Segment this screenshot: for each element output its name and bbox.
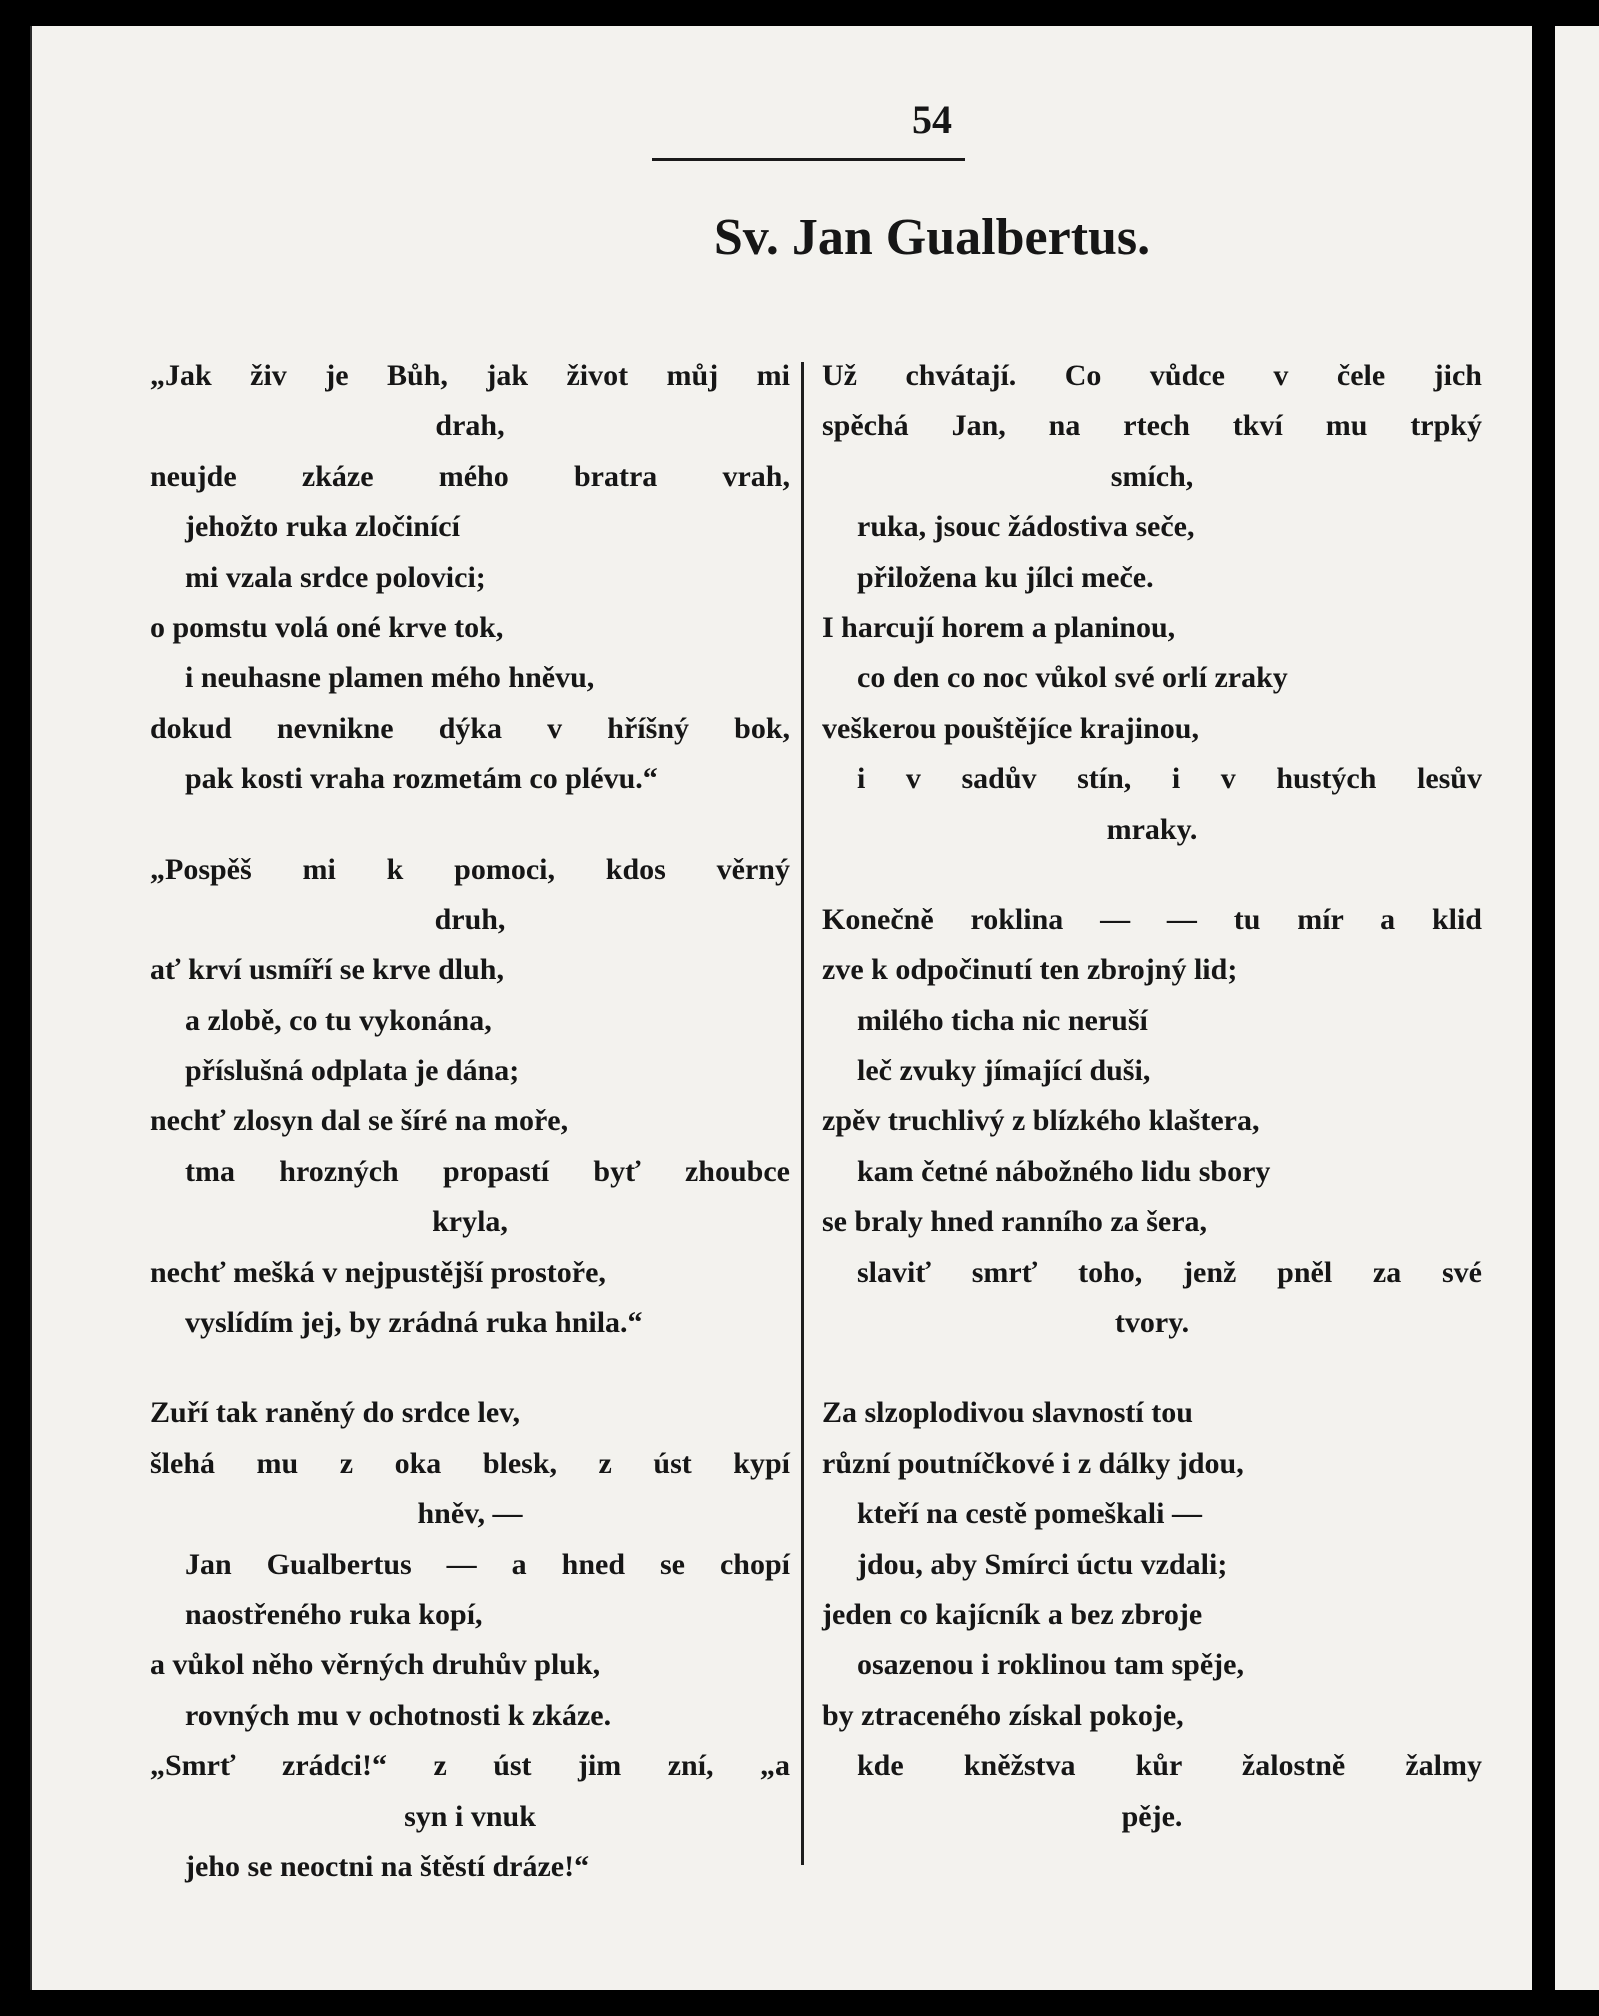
verse-line: nechť mešká v nejpustější prostoře, <box>150 1255 606 1289</box>
verse-line: mi vzala srdce polovici; <box>185 560 486 594</box>
page-number: 54 <box>912 97 952 142</box>
stanza <box>822 1388 1482 1842</box>
verse-line: příslušná odplata je dána; <box>185 1054 520 1088</box>
verse-line: druh, <box>434 902 506 936</box>
adjacent-page-edge <box>1555 26 1599 1990</box>
verse-line: by ztraceného získal pokoje, <box>822 1698 1184 1732</box>
verse-line: zve k odpočinutí ten zbrojný lid; <box>822 953 1238 987</box>
verse-line: kteří na cestě pomeškali — <box>857 1497 1202 1531</box>
verse-line: mraky. <box>1106 812 1198 846</box>
verse-line: syn i vnuk <box>404 1799 536 1833</box>
verse-line: jeho se neoctni na štěstí dráze!“ <box>185 1849 590 1883</box>
verse-line: I harcují horem a planinou, <box>822 610 1176 644</box>
verse-line: slaviť smrť toho, jenž pněl za své <box>857 1255 1482 1289</box>
verse-line: jehožto ruka zločinící <box>185 510 460 544</box>
verse-line: kde kněžstva kůr žalostně žalmy <box>857 1749 1482 1783</box>
verse-line: Jan Gualbertus — a hned se chopí <box>185 1547 790 1581</box>
verse-line: o pomstu volá oné krve tok, <box>150 610 504 644</box>
stanza <box>150 1388 790 1892</box>
verse-line: rovných mu v ochotnosti k zkáze. <box>185 1698 612 1732</box>
stanza <box>822 351 1482 855</box>
page-number-rule <box>652 158 965 161</box>
verse-line: i v sadův stín, i v hustých lesův <box>857 762 1482 796</box>
verse-line: nechť zlosyn dal se šíré na moře, <box>150 1104 569 1138</box>
verse-line: „Jak živ je Bůh, jak život můj mi <box>150 359 790 392</box>
stanza <box>150 351 790 805</box>
verse-line: hněv, — <box>417 1497 523 1531</box>
stanza <box>822 895 1482 1349</box>
left-column <box>150 351 790 1932</box>
verse-line: různí poutníčkové i z dálky jdou, <box>822 1446 1244 1480</box>
verse-line: drah, <box>435 409 505 443</box>
verse-line: „Pospěš mi k pomoci, kdos věrný <box>150 852 790 886</box>
verse-line: zpěv truchlivý z blízkého klaštera, <box>822 1104 1260 1138</box>
verse-line: neujde zkáze mého bratra vrah, <box>150 459 790 493</box>
verse-line: co den co noc vůkol své orlí zraky <box>857 661 1288 695</box>
verse-line: pěje. <box>1121 1799 1183 1833</box>
verse-line: smích, <box>1110 459 1194 493</box>
poem-title: Sv. Jan Gualbertus. <box>713 209 1151 266</box>
verse-line: a zlobě, co tu vykonána, <box>185 1003 492 1037</box>
verse-line: kryla, <box>432 1205 508 1239</box>
book-page <box>30 26 1532 1990</box>
verse-line: Konečně roklina — — tu mír a klid <box>822 902 1482 936</box>
verse-line: kam četné nábožného lidu sbory <box>857 1154 1271 1188</box>
stanza <box>150 845 790 1349</box>
verse-line: jdou, aby Smírci úctu vzdali; <box>857 1547 1228 1581</box>
column-divider <box>801 362 804 1865</box>
verse-line: ať krví usmíří se krve dluh, <box>150 953 504 987</box>
verse-line: Už chvátají. Co vůdce v čele jich <box>822 359 1482 392</box>
verse-line: i neuhasne plamen mého hněvu, <box>185 661 595 695</box>
verse-line: dokud nevnikne dýka v hříšný bok, <box>150 711 790 745</box>
verse-line: jeden co kajícník a bez zbroje <box>822 1597 1203 1631</box>
verse-line: veškerou pouštějíce krajinou, <box>822 711 1199 745</box>
verse-line: a vůkol něho věrných druhův pluk, <box>150 1648 601 1682</box>
verse-line: „Smrť zrádci!“ z úst jim zní, „a <box>150 1749 790 1783</box>
verse-line: Zuří tak raněný do srdce lev, <box>150 1396 521 1430</box>
verse-line: pak kosti vraha rozmetám co plévu.“ <box>185 762 658 796</box>
verse-line: tma hrozných propastí byť zhoubce <box>185 1154 790 1188</box>
verse-line: se braly hned ranního za šera, <box>822 1205 1208 1239</box>
verse-line: milého ticha nic neruší <box>857 1003 1148 1037</box>
verse-line: Za slzoplodivou slavností tou <box>822 1396 1193 1430</box>
verse-line: přiložena ku jílci meče. <box>857 560 1154 594</box>
verse-line: naostřeného ruka kopí, <box>185 1597 483 1631</box>
verse-line: leč zvuky jímající duši, <box>857 1054 1151 1088</box>
verse-line: spěchá Jan, na rtech tkví mu trpký <box>822 409 1482 443</box>
verse-line: tvory. <box>1114 1306 1190 1340</box>
verse-line: osazenou i roklinou tam spěje, <box>857 1648 1244 1682</box>
verse-line: ruka, jsouc žádostiva seče, <box>857 510 1195 544</box>
right-column <box>822 351 1482 1882</box>
verse-line: vyslídím jej, by zrádná ruka hnila.“ <box>185 1306 643 1340</box>
verse-line: šlehá mu z oka blesk, z úst kypí <box>150 1446 790 1480</box>
